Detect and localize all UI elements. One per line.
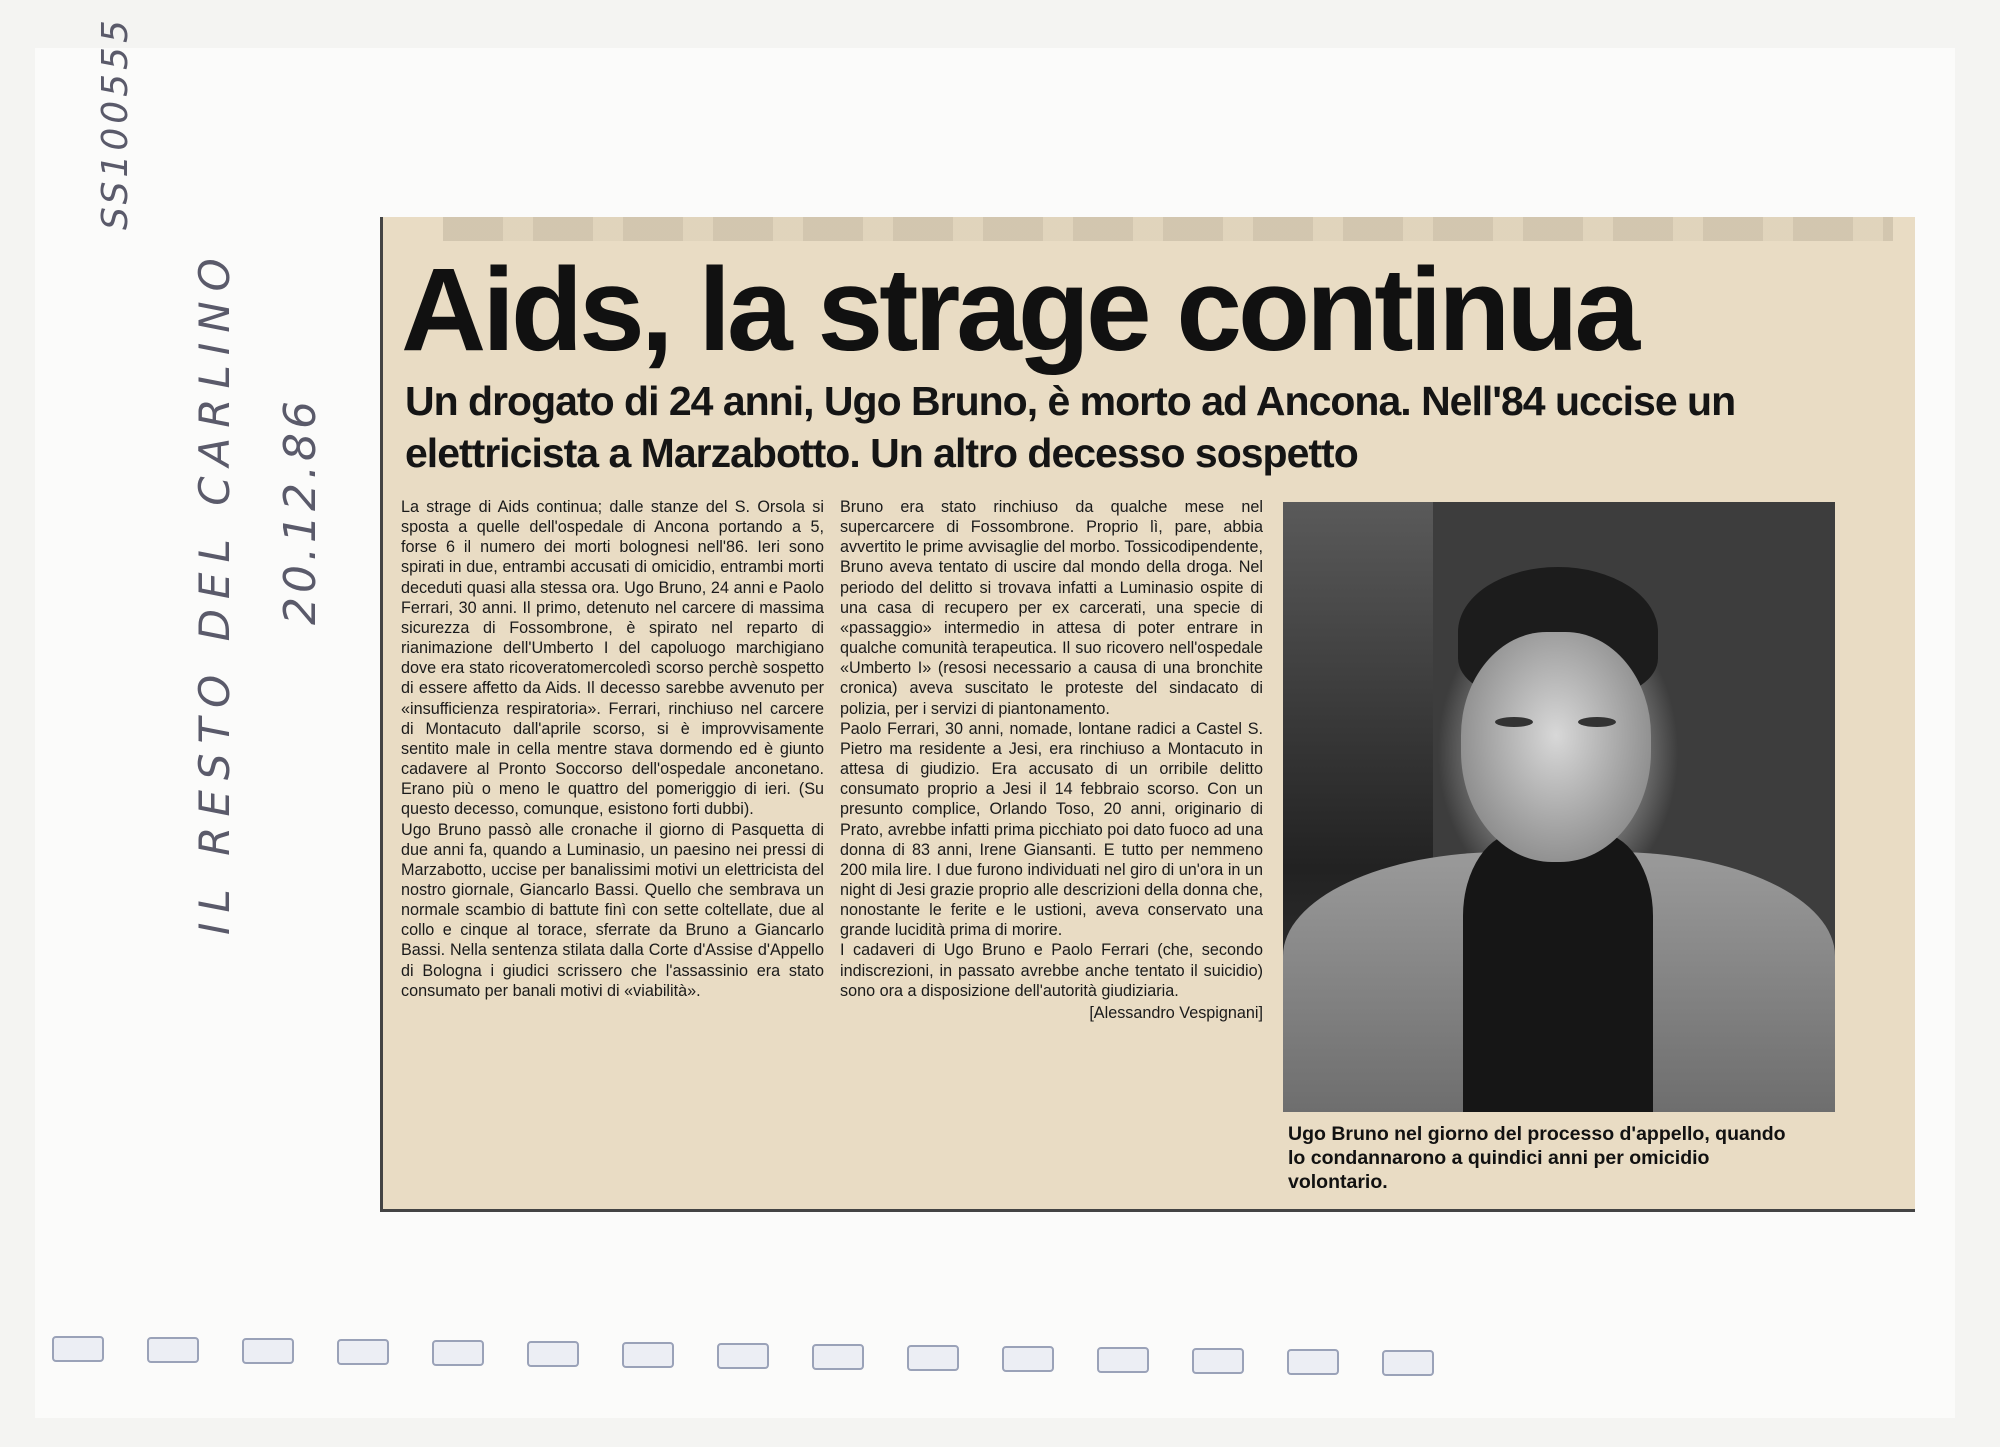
article-column-2 — [840, 497, 1263, 1023]
photo-caption: Ugo Bruno nel giorno del processo d'appello, quando lo condannarono a quindici anni per omicidio volontario. — [1288, 1123, 1786, 1193]
paragraph: Paolo Ferrari, 30 anni, nomade, lontane radici a Castel S. Pietro ma residente a Jesi, era rinchiuso a Montacuto in attesa di giudizio. Era accusato di un orribile delitto consumato proprio a Jesi il 14 febbraio scorso. Con un presunto complice, Orlando Toso, 20 anni, originario di Prato, avrebbe infatti prima picchiato poi dato fuoco ad una donna di 83 anni, Irene Giansanti. E tutto per nemmeno 200 mila lire. I due furono individuati nel giro di un'ora in un night di Jesi grazie proprio alle descrizioni della donna che, nonostante le ferite e le ustioni, aveva conservato una grande lucidità prima di morire. — [840, 719, 1263, 940]
portrait-photo — [1283, 502, 1835, 1112]
newspaper-clipping — [380, 217, 1915, 1212]
paragraph: I cadaveri di Ugo Bruno e Paolo Ferrari (che, secondo indiscrezioni, in passato avrebbe anche tentato il suicidio) sono ora a disposizione dell'autorità giudiziaria. — [840, 941, 1263, 1000]
paragraph: La strage di Aids continua; dalle stanze del S. Orsola si sposta a quelle dell'ospedale di Ancona portando a 5, forse 6 il numero dei morti bolognesi nell'86. Ieri sono spirati in due, entrambi accusati di omicidio, entrambi morti deceduti quasi alla stessa ora. Ugo Bruno, 24 anni e Paolo Ferrari, 30 anni. Il primo, detenuto nel carcere di massima sicurezza di Fossombrone, è spirato nel reparto di rianimazione dell'Umberto I del capoluogo marchigiano dove era stato ricoveratomercoledì scorso perchè sospetto di essere affetto da Aids. Il decesso sarebbe avvenuto per «insufficienza respiratoria». Ferrari, rinchiuso nel carcere di Montacuto dall'aprile scorso, si è improvvisamente sentito male in cella mentre stava dormendo ed è giunto cadavere al Pronto Soccorso dell'ospedale anconetano. Erano più o meno le quattro del pomeriggio di ieri. (Su questo decesso, comunque, esistono forti dubbi). — [401, 498, 824, 819]
paragraph: Ugo Bruno passò alle cronache il giorno di Pasquetta di due anni fa, quando a Luminasio, un paesino nei pressi di Marzabotto, uccise per banalissimi motivi un elettricista del nostro giornale, Giancarlo Bassi. Quello che sembrava un normale scambio di battute finì con sette coltellate, due al collo e cinque al torace, sferrate da Bruno a Giancarlo Bassi. Nella sentenza stilata dalla Corte d'Assise d'Appello di Bologna i giudici scrissero che l'assassinio era stato consumato per banali motivi di «viabilità». — [401, 820, 824, 1000]
subheadline: Un drogato di 24 anni, Ugo Bruno, è morto ad Ancona. Nell'84 uccise un elettricista a Marzabotto. Un altro decesso sospetto — [405, 378, 1736, 476]
headline: Aids, la strage continua — [401, 244, 1637, 376]
archive-code-handwriting: SS100555 — [95, 16, 136, 230]
source-handwriting: IL RESTO DEL CARLINO — [190, 248, 239, 935]
article-column-1 — [401, 497, 824, 1001]
byline: [Alessandro Vespignani] — [1089, 1003, 1263, 1022]
paragraph: Bruno era stato rinchiuso da qualche mese nel supercarcere di Fossombrone. Proprio lì, pare, abbia avvertito le prime avvisaglie del morbo. Tossicodipendente, Bruno aveva tentato di uscire dal mondo della droga. Nel periodo del delitto si trovava infatti a Luminasio ospite di una casa di recupero per ex carcerati, una specie di «passaggio» intermedio in attesa di poter entrare in qualche comunità terapeutica. Il suo ricovero nell'ospedale «Umberto I» (resosi necessario a causa di una bronchite cronica) aveva suscitato le proteste del sindacato di polizia, per i servizi di piantonamento. — [840, 498, 1263, 718]
date-handwriting: 20.12.86 — [275, 397, 326, 625]
